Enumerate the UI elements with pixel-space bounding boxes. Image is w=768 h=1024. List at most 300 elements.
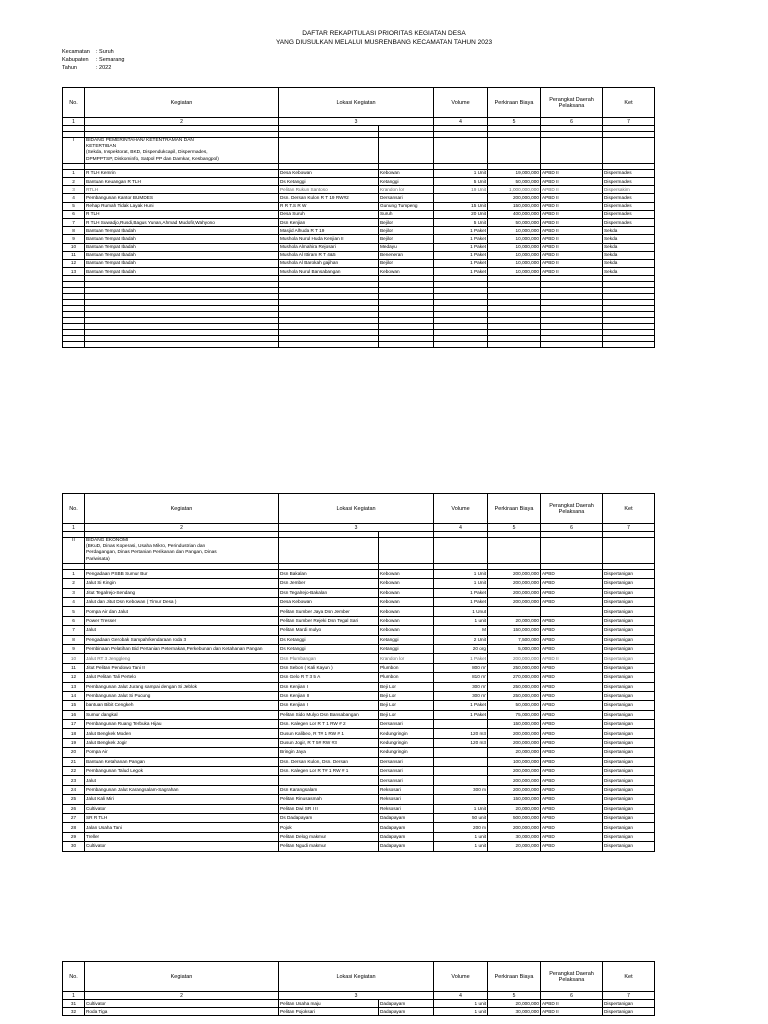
row-desa: Medayu bbox=[379, 243, 434, 251]
row-lokasi: Dsn Kenjian bbox=[279, 218, 379, 226]
header-lokasi: Lokasi Kegiatan bbox=[279, 962, 434, 992]
row-biaya: 20,000,000 bbox=[488, 804, 541, 813]
column-number: 2 bbox=[85, 118, 279, 126]
row-lokasi: Desa Kebowan bbox=[279, 169, 379, 177]
row-volume: 1 unit bbox=[434, 842, 488, 851]
table-header-row bbox=[63, 88, 655, 118]
row-volume: 1 Paket bbox=[434, 268, 488, 276]
row-ket: Dispertanigan bbox=[603, 663, 655, 672]
row-ket: Dispertanigan bbox=[603, 804, 655, 813]
table-row bbox=[63, 210, 655, 218]
row-lokasi: Pelitan Ngudi makmur bbox=[279, 842, 379, 851]
table-row bbox=[63, 268, 655, 276]
row-no: 27 bbox=[63, 813, 85, 822]
row-perangkat-daerah: APBD bbox=[541, 738, 603, 747]
row-volume: 810 m' bbox=[434, 673, 488, 682]
row-lokasi: Dsn. Dersan Kulon R T 19 RW#2 bbox=[279, 194, 379, 202]
row-volume: 300 m' bbox=[434, 691, 488, 700]
row-no: 22 bbox=[63, 767, 85, 776]
column-number: 3 bbox=[279, 118, 434, 126]
section-title-line: (BKuD, Dinas Koperasi, Usaha Mikro, Perindustrian dan bbox=[86, 544, 206, 550]
row-no: 9 bbox=[63, 644, 85, 653]
row-ket: Dispermades bbox=[603, 178, 655, 186]
row-no: 12 bbox=[63, 259, 85, 267]
row-desa: Bejilor bbox=[379, 218, 434, 226]
table-row bbox=[63, 569, 655, 578]
row-ket: Dispermades bbox=[603, 210, 655, 218]
row-perangkat-daerah: APBD bbox=[541, 579, 603, 588]
section-title-line: Perdagangan, Dinas Pertanian Perikanan dan Pangan, Dinas bbox=[86, 550, 217, 556]
row-kegiatan: SR R TLH bbox=[85, 813, 279, 822]
row-kegiatan: Jalut Bengkek Jogir bbox=[85, 738, 279, 747]
table-header-row bbox=[63, 494, 655, 524]
row-biaya: 150,000,000 bbox=[488, 626, 541, 635]
row-volume: 300 m' bbox=[434, 682, 488, 691]
row-perangkat-daerah: APBD bbox=[541, 635, 603, 644]
row-no: 8 bbox=[63, 227, 85, 235]
table-row bbox=[63, 635, 655, 644]
row-kegiatan: bantuan Bibit Cengkeh bbox=[85, 701, 279, 710]
row-kegiatan: Pembangunan Jalut Jurang sampai dengan Si Jeblok bbox=[85, 682, 279, 691]
row-ket: Dispertanigan bbox=[603, 691, 655, 700]
row-no: 13 bbox=[63, 682, 85, 691]
row-lokasi: R R T.S R W bbox=[279, 202, 379, 210]
row-lokasi: Pelitan Rinusasmah bbox=[279, 795, 379, 804]
row-perangkat-daerah: APBD bbox=[541, 626, 603, 635]
row-desa: Dadapayam bbox=[379, 1000, 434, 1008]
row-desa: Krandon lor bbox=[379, 186, 434, 194]
row-biaya: 10,000,000 bbox=[488, 235, 541, 243]
section-title-line: Pariwisata) bbox=[86, 556, 110, 562]
row-no: 6 bbox=[63, 616, 85, 625]
row-desa: Krandon lor bbox=[379, 654, 434, 663]
section-heading-row bbox=[63, 538, 655, 564]
row-perangkat-daerah: APBD bbox=[541, 804, 603, 813]
row-lokasi: Dusun Jogir, R T 5# RW #3 bbox=[279, 738, 379, 747]
row-no: 13 bbox=[63, 268, 85, 276]
row-volume: 1 Unut bbox=[434, 607, 488, 616]
row-volume bbox=[434, 776, 488, 785]
row-perangkat-daerah: APBD bbox=[541, 616, 603, 625]
row-volume: 1 Paket bbox=[434, 710, 488, 719]
row-volume: 1 Unit bbox=[434, 804, 488, 813]
header-kegiatan: Kegiatan bbox=[85, 88, 279, 118]
row-no: 29 bbox=[63, 832, 85, 841]
row-no: 15 bbox=[63, 701, 85, 710]
row-biaya: 200,000,000 bbox=[488, 654, 541, 663]
row-desa: Dadapayam bbox=[379, 1008, 434, 1016]
row-ket: Dispertanigan bbox=[603, 832, 655, 841]
row-perangkat-daerah: APBD bbox=[541, 691, 603, 700]
row-biaya: 200,000,000 bbox=[488, 194, 541, 202]
row-lokasi: Pelitan Rukun Santoso bbox=[279, 186, 379, 194]
row-ket: Dispertanigan bbox=[603, 607, 655, 616]
row-biaya: 200,000,000 bbox=[488, 785, 541, 794]
row-kegiatan: Jalut Bengkek Moden bbox=[85, 729, 279, 738]
row-volume: 20 Unit bbox=[434, 210, 488, 218]
row-biaya: 7,500,000 bbox=[488, 635, 541, 644]
row-lokasi: Dsn Sebon ( Kali Kayun ) bbox=[279, 663, 379, 672]
row-kegiatan: Bantuan Keuangan R TLH bbox=[85, 178, 279, 186]
table-section-1 bbox=[62, 87, 655, 348]
tahun-value: : 2022 bbox=[96, 65, 112, 71]
row-perangkat-daerah: APBD bbox=[541, 588, 603, 597]
row-biaya: 100,000,000 bbox=[488, 757, 541, 766]
row-volume: 1 Paket bbox=[434, 227, 488, 235]
row-lokasi: Mushola Al Barokah gajihan bbox=[279, 259, 379, 267]
row-lokasi: Ds Dadapayam bbox=[279, 813, 379, 822]
row-desa: Dersansari bbox=[379, 194, 434, 202]
row-kegiatan: Pembangunan Jalut Karangsalam-Sagrahan bbox=[85, 785, 279, 794]
row-volume: 1 Paket bbox=[434, 597, 488, 606]
row-no: 12 bbox=[63, 673, 85, 682]
row-biaya: 200,000,000 bbox=[488, 597, 541, 606]
row-ket: Dispertanigan bbox=[603, 1008, 655, 1016]
row-ket: Dispertanigan bbox=[603, 654, 655, 663]
header-volume: Volume bbox=[434, 494, 488, 524]
table-row bbox=[63, 626, 655, 635]
row-ket: Dispermades bbox=[603, 169, 655, 177]
row-no: 3 bbox=[63, 186, 85, 194]
row-ket: Sekda bbox=[603, 235, 655, 243]
table-row bbox=[63, 757, 655, 766]
row-no: 24 bbox=[63, 785, 85, 794]
table-row bbox=[63, 1000, 655, 1008]
row-ket: Dispertanigan bbox=[603, 767, 655, 776]
column-number-row bbox=[63, 992, 655, 1000]
row-kegiatan: Bantuan Tempat Ibadah bbox=[85, 268, 279, 276]
row-ket: Sekda bbox=[603, 268, 655, 276]
column-number: 5 bbox=[488, 992, 541, 1000]
column-number: 7 bbox=[603, 992, 655, 1000]
row-volume: 800 m' bbox=[434, 663, 488, 672]
row-no: 11 bbox=[63, 251, 85, 259]
row-biaya: 30,000,000 bbox=[488, 1008, 541, 1016]
row-kegiatan: Pembinaan Pelatihan Bid Pertanian Peternakan,Perkebunan dan Ketahanan Pangan bbox=[85, 644, 279, 653]
row-kegiatan: Jalut Kali Miri bbox=[85, 795, 279, 804]
column-number: 5 bbox=[488, 118, 541, 126]
row-kegiatan: Jalut dan Jitut Dsn Kebowan ( Timur Desa ) bbox=[85, 597, 279, 606]
row-desa: Kedungringin bbox=[379, 738, 434, 747]
row-desa: Beji Lor bbox=[379, 691, 434, 700]
row-no: 11 bbox=[63, 663, 85, 672]
row-lokasi: Pelitan Sido Mulyo Dsn Bansabangan bbox=[279, 710, 379, 719]
row-perangkat-daerah: APBD II bbox=[541, 186, 603, 194]
row-lokasi: Pelitan Sumber Jaya Dsn Jember bbox=[279, 607, 379, 616]
table-row bbox=[63, 663, 655, 672]
row-lokasi: Dsn Kenjian II bbox=[279, 691, 379, 700]
row-biaya: 19,000,000 bbox=[488, 169, 541, 177]
row-perangkat-daerah: APBD II bbox=[541, 194, 603, 202]
doc-title-line2: YANG DIUSULKAN MELALUI MUSRENBANG KECAMATAN TAHUN 2023 bbox=[275, 39, 493, 46]
row-biaya: 200,000,000 bbox=[488, 738, 541, 747]
row-no: 5 bbox=[63, 607, 85, 616]
row-ket: Sekda bbox=[603, 259, 655, 267]
row-ket: Dispertanigan bbox=[603, 785, 655, 794]
column-number-row bbox=[63, 118, 655, 126]
table-row bbox=[63, 767, 655, 776]
row-no: 23 bbox=[63, 776, 85, 785]
row-lokasi: Pelitan Mardi mulyo bbox=[279, 626, 379, 635]
row-desa: Dadapayam bbox=[379, 823, 434, 832]
header-volume: Volume bbox=[434, 88, 488, 118]
table-row bbox=[63, 776, 655, 785]
row-kegiatan: Jalut Si Kingin bbox=[85, 579, 279, 588]
row-desa: Beji Lor bbox=[379, 701, 434, 710]
row-perangkat-daerah: APBD bbox=[541, 663, 603, 672]
row-desa: Dadapayam bbox=[379, 813, 434, 822]
row-no: 17 bbox=[63, 720, 85, 729]
doc-meta bbox=[62, 48, 124, 72]
row-kegiatan: Jalut bbox=[85, 776, 279, 785]
row-perangkat-daerah: APBD II bbox=[541, 235, 603, 243]
row-volume: 50 unit bbox=[434, 813, 488, 822]
row-desa: Bejilor bbox=[379, 235, 434, 243]
row-biaya: 400,000,000 bbox=[488, 210, 541, 218]
row-biaya bbox=[488, 607, 541, 616]
row-biaya: 20,000,000 bbox=[488, 616, 541, 625]
row-kegiatan: Jitut Pelitan Pendowo Tani II bbox=[85, 663, 279, 672]
row-biaya: 200,000,000 bbox=[488, 729, 541, 738]
row-no: 31 bbox=[63, 1000, 85, 1008]
row-perangkat-daerah: APBD bbox=[541, 729, 603, 738]
row-kegiatan: Bantuan Tempat Ibadah bbox=[85, 243, 279, 251]
section-title-line: BIDANG EKONOMI bbox=[86, 538, 129, 543]
row-biaya: 20,000,000 bbox=[488, 842, 541, 851]
column-number: 1 bbox=[63, 524, 85, 532]
section-title-line: DPMPPTSP, Diskominfo, Satpol PP dan Damkar, Kesbangpol) bbox=[86, 156, 219, 162]
row-ket: Dispertanigan bbox=[603, 673, 655, 682]
section-heading-row bbox=[63, 138, 655, 164]
row-no: 2 bbox=[63, 178, 85, 186]
table-row bbox=[63, 579, 655, 588]
section-title-line: KETERTIBAN bbox=[86, 144, 117, 150]
row-no: 26 bbox=[63, 804, 85, 813]
row-biaya: 250,000,000 bbox=[488, 691, 541, 700]
header-biaya: Perkiraan Biaya bbox=[488, 494, 541, 524]
row-lokasi: Ds Ketanggi bbox=[279, 635, 379, 644]
row-no: 4 bbox=[63, 597, 85, 606]
row-lokasi: Dsn. Kalegen Lor R T 1 RW # 2 bbox=[279, 720, 379, 729]
row-perangkat-daerah: APBD II bbox=[541, 1000, 603, 1008]
row-ket: Dispertanigan bbox=[603, 823, 655, 832]
row-kegiatan: Bantuan Tempat Ibadah bbox=[85, 251, 279, 259]
row-volume: 1 Unit bbox=[434, 569, 488, 578]
table-row bbox=[63, 186, 655, 194]
kabupaten-label: Kabupaten bbox=[62, 57, 89, 63]
row-kegiatan: Pembangunan Jalut Si Pucung bbox=[85, 691, 279, 700]
table-row bbox=[63, 691, 655, 700]
row-perangkat-daerah: APBD bbox=[541, 682, 603, 691]
row-desa: Kebowan bbox=[379, 569, 434, 578]
row-volume: 5 Unit bbox=[434, 218, 488, 226]
row-lokasi: Pelitan Dwi SR I II bbox=[279, 804, 379, 813]
row-perangkat-daerah: APBD II bbox=[541, 243, 603, 251]
row-volume: 1 Paket bbox=[434, 243, 488, 251]
row-volume: 1 Paket bbox=[434, 251, 488, 259]
table-row bbox=[63, 842, 655, 851]
row-biaya: 1,000,000,000 bbox=[488, 186, 541, 194]
row-lokasi: Pelitan Usaha maju bbox=[279, 1000, 379, 1008]
row-no: 28 bbox=[63, 823, 85, 832]
row-perangkat-daerah: APBD bbox=[541, 832, 603, 841]
row-volume: 1 unit bbox=[434, 1008, 488, 1016]
row-kegiatan: Pengadaan Gerobak Sampah/kendaraan roda 3 bbox=[85, 635, 279, 644]
column-number: 7 bbox=[603, 524, 655, 532]
row-desa: Bejilor bbox=[379, 259, 434, 267]
row-lokasi: Dusun Kalibeo, R T# 1 RW # 1 bbox=[279, 729, 379, 738]
column-number: 4 bbox=[434, 992, 488, 1000]
row-biaya: 50,000,000 bbox=[488, 178, 541, 186]
row-ket: Dispertanigan bbox=[603, 748, 655, 757]
row-kegiatan: Roda Tiga bbox=[85, 1008, 279, 1016]
kecamatan-value: : Suruh bbox=[96, 49, 114, 55]
column-number: 1 bbox=[63, 992, 85, 1000]
row-ket: Dispertanigan bbox=[603, 1000, 655, 1008]
row-desa: Gunung Tumpeng bbox=[379, 202, 434, 210]
row-desa: Kedungringin bbox=[379, 729, 434, 738]
row-lokasi: Ds Ketanggi bbox=[279, 644, 379, 653]
row-desa: Kebowan bbox=[379, 597, 434, 606]
row-volume bbox=[434, 757, 488, 766]
table-row bbox=[63, 682, 655, 691]
header-volume: Volume bbox=[434, 962, 488, 992]
row-ket: Dispertanigan bbox=[603, 776, 655, 785]
column-number: 6 bbox=[541, 524, 603, 532]
row-desa: Ketanggi bbox=[379, 644, 434, 653]
row-no: 18 bbox=[63, 729, 85, 738]
row-perangkat-daerah: APBD bbox=[541, 644, 603, 653]
header-ket: Ket bbox=[603, 494, 655, 524]
row-no: 14 bbox=[63, 691, 85, 700]
row-ket: Sekda bbox=[603, 227, 655, 235]
row-desa: Dersansari bbox=[379, 776, 434, 785]
column-number: 5 bbox=[488, 524, 541, 532]
row-lokasi: Dsn Gelo R T 3 5 A bbox=[279, 673, 379, 682]
row-lokasi: Mushola Almahira Rejosari bbox=[279, 243, 379, 251]
header-no: No. bbox=[63, 88, 85, 118]
row-lokasi: Desa Suruh bbox=[279, 210, 379, 218]
table-row bbox=[63, 616, 655, 625]
column-number-row bbox=[63, 524, 655, 532]
row-volume: 19 Unit bbox=[434, 186, 488, 194]
row-kegiatan: Jalut Pelitan Tali Pertelo bbox=[85, 673, 279, 682]
row-biaya: 75,000,000 bbox=[488, 710, 541, 719]
row-ket: Sekda bbox=[603, 243, 655, 251]
row-desa: Plumbon bbox=[379, 663, 434, 672]
row-biaya: 150,000,000 bbox=[488, 720, 541, 729]
row-ket: Dispertanigan bbox=[603, 597, 655, 606]
row-kegiatan: R TLH Suwadjo,Rusdi,Bagus Yunan,Ahmad Mudofir,Wahyono bbox=[85, 218, 279, 226]
row-perangkat-daerah: APBD II bbox=[541, 654, 603, 663]
row-no: 32 bbox=[63, 1008, 85, 1016]
row-desa: Ketanggi bbox=[379, 178, 434, 186]
row-perangkat-daerah: APBD bbox=[541, 710, 603, 719]
row-kegiatan: Pompa Air bbox=[85, 748, 279, 757]
row-lokasi: Mushola Nurul Bansabangan bbox=[279, 268, 379, 276]
row-desa: Kebowan bbox=[379, 268, 434, 276]
row-desa: Dersansari bbox=[379, 720, 434, 729]
row-desa: Dersansari bbox=[379, 757, 434, 766]
table-row bbox=[63, 644, 655, 653]
row-volume bbox=[434, 748, 488, 757]
empty-row bbox=[63, 342, 655, 348]
row-kegiatan: Cultivator bbox=[85, 804, 279, 813]
row-perangkat-daerah: APBD bbox=[541, 673, 603, 682]
row-no: 7 bbox=[63, 626, 85, 635]
row-perangkat-daerah: APBD II bbox=[541, 210, 603, 218]
row-perangkat-daerah: APBD bbox=[541, 757, 603, 766]
row-no: 5 bbox=[63, 202, 85, 210]
table-row bbox=[63, 194, 655, 202]
row-volume: 120 m3 bbox=[434, 738, 488, 747]
row-perangkat-daerah bbox=[541, 607, 603, 616]
row-perangkat-daerah: APBD II bbox=[541, 268, 603, 276]
row-ket: Sekda bbox=[603, 251, 655, 259]
row-kegiatan: Cultivator bbox=[85, 842, 279, 851]
column-number: 6 bbox=[541, 118, 603, 126]
row-perangkat-daerah: APBD bbox=[541, 701, 603, 710]
row-ket: Dispertanigan bbox=[603, 729, 655, 738]
row-lokasi: Dsn Jember bbox=[279, 579, 379, 588]
row-lokasi: Dsn Tegalrejo-Bakalan bbox=[279, 588, 379, 597]
row-ket: Dispertanigan bbox=[603, 795, 655, 804]
header-perangkat-daerah: Perangkat Daerah Pelaksana bbox=[541, 494, 603, 524]
row-kegiatan: Jalan Usaha Tani bbox=[85, 823, 279, 832]
row-ket: Dispersakim bbox=[603, 186, 655, 194]
table-row bbox=[63, 823, 655, 832]
row-kegiatan: Jalut bbox=[85, 626, 279, 635]
row-desa: Ketanggi bbox=[379, 635, 434, 644]
row-perangkat-daerah: APBD II bbox=[541, 178, 603, 186]
row-no: 6 bbox=[63, 210, 85, 218]
row-volume bbox=[434, 767, 488, 776]
row-lokasi: Pelitan Delog makmur bbox=[279, 832, 379, 841]
row-perangkat-daerah: APBD bbox=[541, 813, 603, 822]
section-number: II bbox=[63, 538, 85, 564]
header-biaya: Perkiraan Biaya bbox=[488, 88, 541, 118]
row-kegiatan: Rehap Rumah Tidak Layak Huni bbox=[85, 202, 279, 210]
row-no: 9 bbox=[63, 235, 85, 243]
header-kegiatan: Kegiatan bbox=[85, 494, 279, 524]
row-biaya: 10,000,000 bbox=[488, 268, 541, 276]
row-volume: 20 org bbox=[434, 644, 488, 653]
row-biaya: 150,000,000 bbox=[488, 202, 541, 210]
table-row bbox=[63, 832, 655, 841]
row-ket: Dispermades bbox=[603, 202, 655, 210]
row-desa: Kedungringin bbox=[379, 748, 434, 757]
row-biaya: 200,000,000 bbox=[488, 588, 541, 597]
header-kegiatan: Kegiatan bbox=[85, 962, 279, 992]
row-kegiatan: Pembangunan Ruang Terbuka Hijau bbox=[85, 720, 279, 729]
row-biaya: 200,000,000 bbox=[488, 823, 541, 832]
row-desa: Beji Lor bbox=[379, 710, 434, 719]
table-row bbox=[63, 259, 655, 267]
column-number: 3 bbox=[279, 524, 434, 532]
row-no: 10 bbox=[63, 654, 85, 663]
table-row bbox=[63, 218, 655, 226]
row-biaya: 500,000,000 bbox=[488, 813, 541, 822]
row-lokasi: Pelitan Pojoksari bbox=[279, 1008, 379, 1016]
row-lokasi: Desa Kebowan bbox=[279, 597, 379, 606]
row-ket: Dispertanigan bbox=[603, 682, 655, 691]
table-row bbox=[63, 202, 655, 210]
section-title bbox=[85, 138, 279, 164]
row-ket: Dispertanigan bbox=[603, 579, 655, 588]
table-row bbox=[63, 701, 655, 710]
row-kegiatan: Pembangunan Kantor BUMDES bbox=[85, 194, 279, 202]
table-row bbox=[63, 720, 655, 729]
